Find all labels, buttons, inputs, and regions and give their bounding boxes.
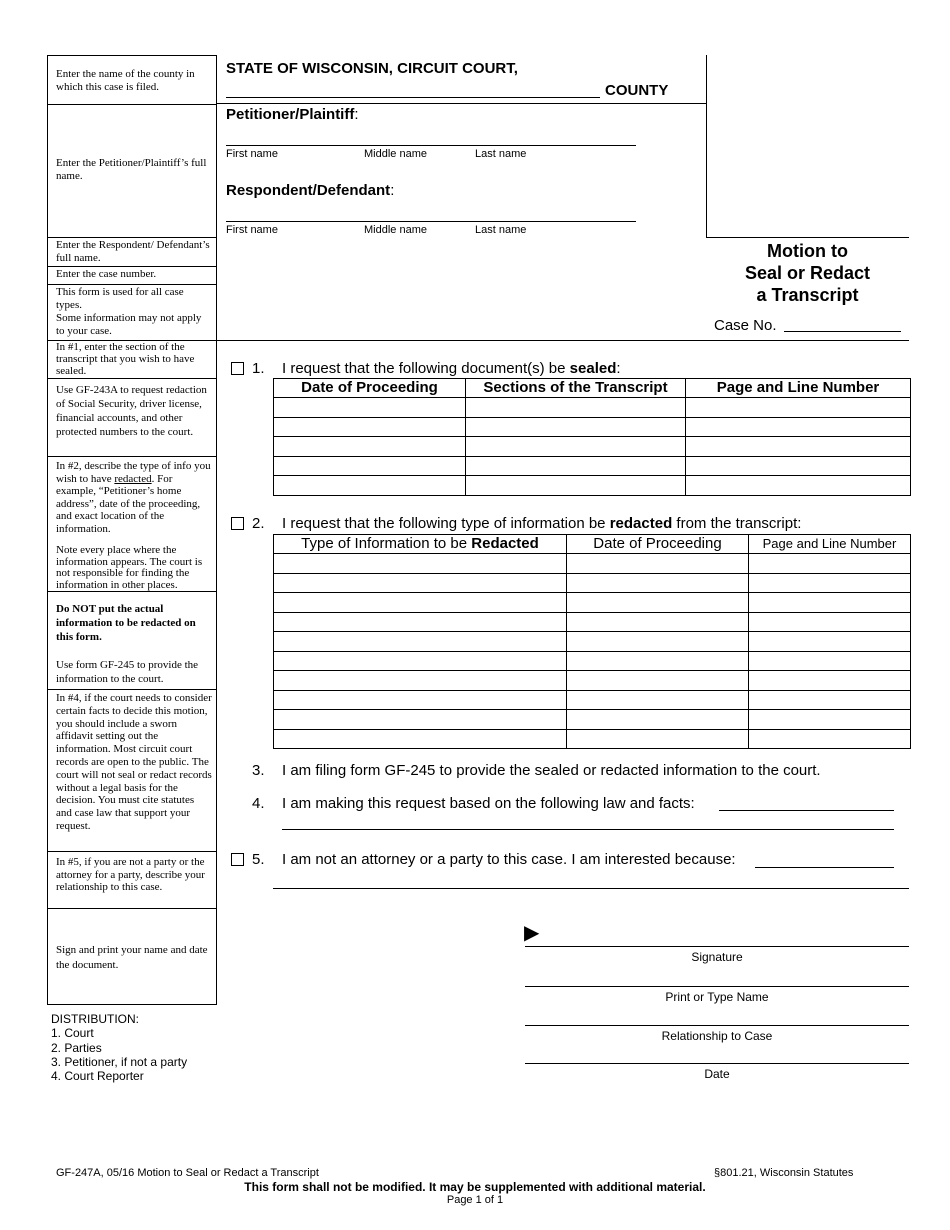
table-row bbox=[274, 476, 911, 496]
county-name-line[interactable] bbox=[226, 97, 600, 98]
item3-number: 3. bbox=[252, 762, 265, 779]
respondent-first-name-label: First name bbox=[226, 224, 278, 236]
table-row bbox=[274, 417, 911, 437]
table-cell[interactable] bbox=[567, 690, 749, 710]
signature-line[interactable] bbox=[525, 946, 909, 947]
item1-number: 1. bbox=[252, 360, 265, 377]
form-title: Motion to Seal or Redact a Transcript bbox=[744, 241, 871, 305]
item1-instruction: In #1, enter the section of the transcript that you wish to have sealed. bbox=[48, 341, 216, 379]
form-id: GF-247A, 05/16 Motion to Seal or Redact a Transcript bbox=[56, 1167, 319, 1179]
item3-text: I am filing form GF-245 to provide the sealed or redacted information to the court. bbox=[282, 762, 821, 779]
all-case-types-note: This form is used for all case types. Some information may not apply to your case. bbox=[48, 285, 216, 341]
petitioner-first-name-label: First name bbox=[226, 148, 278, 160]
petitioner-label: Petitioner/Plaintiff: bbox=[226, 106, 359, 123]
item2-text: I request that the following type of information be redacted from the transcript: bbox=[282, 515, 802, 532]
table-cell[interactable] bbox=[567, 710, 749, 730]
item4-number: 4. bbox=[252, 795, 265, 812]
table-row bbox=[274, 671, 911, 691]
table-cell[interactable] bbox=[686, 398, 911, 418]
table-row bbox=[274, 398, 911, 418]
redacted-information-table bbox=[273, 534, 911, 749]
item5-number: 5. bbox=[252, 851, 265, 868]
table-row bbox=[274, 729, 911, 749]
table-cell[interactable] bbox=[274, 437, 466, 457]
table-row bbox=[274, 437, 911, 457]
modification-notice: This form shall not be modified. It may be supplemented with additional material. bbox=[244, 1180, 706, 1194]
table-cell[interactable] bbox=[274, 729, 567, 749]
column-header: Sections of the Transcript bbox=[466, 379, 686, 398]
table-cell[interactable] bbox=[274, 710, 567, 730]
case-no-label: Case No. bbox=[714, 317, 777, 334]
distribution-list bbox=[51, 1012, 187, 1083]
county-instruction: Enter the name of the county in which this case is filed. bbox=[48, 56, 216, 105]
table-row bbox=[274, 554, 911, 574]
table-header-row bbox=[274, 535, 911, 554]
item4-answer-line-2[interactable] bbox=[282, 829, 894, 830]
table-cell[interactable] bbox=[567, 612, 749, 632]
table-cell[interactable] bbox=[466, 476, 686, 496]
print-name-line[interactable] bbox=[525, 986, 909, 987]
item4-text: I am making this request based on the following law and facts: bbox=[282, 795, 695, 812]
sign-instruction: Sign and print your name and date the document. bbox=[56, 944, 208, 971]
gf243a-instruction: Use GF-243A to request redaction of Social Security, driver license, financial accounts, and other protected numbers to the court. bbox=[48, 379, 216, 457]
item5-instruction: In #5, if you are not a party or the attorney for a party, describe your relationship to this case. bbox=[48, 852, 216, 909]
item2-number: 2. bbox=[252, 515, 265, 532]
table-cell[interactable] bbox=[274, 573, 567, 593]
signature-caption: Signature bbox=[691, 950, 743, 964]
column-header: Type of Information to be Redacted bbox=[274, 535, 567, 554]
table-cell[interactable] bbox=[274, 476, 466, 496]
table-cell[interactable] bbox=[749, 632, 911, 652]
respondent-name-line[interactable] bbox=[226, 221, 636, 222]
table-cell[interactable] bbox=[274, 671, 567, 691]
table-cell[interactable] bbox=[749, 651, 911, 671]
table-header-row bbox=[274, 379, 911, 398]
table-cell[interactable] bbox=[567, 632, 749, 652]
do-not-note: Do NOT put the actual information to be redacted on this form. Use form GF-245 to provide the information to the court. bbox=[48, 592, 216, 690]
clerk-box-bottom bbox=[706, 237, 909, 238]
table-cell[interactable] bbox=[567, 729, 749, 749]
statute-reference: §801.21, Wisconsin Statutes bbox=[714, 1167, 854, 1179]
table-cell[interactable] bbox=[274, 554, 567, 574]
table-cell[interactable] bbox=[686, 456, 911, 476]
item1-text: I request that the following document(s) be sealed: bbox=[282, 360, 621, 377]
instructions-sidebar bbox=[47, 55, 217, 1005]
distribution-item: 1. Court bbox=[51, 1026, 94, 1041]
table-cell[interactable] bbox=[749, 573, 911, 593]
column-header: Date of Proceeding bbox=[274, 379, 466, 398]
table-row bbox=[274, 632, 911, 652]
table-cell[interactable] bbox=[567, 554, 749, 574]
table-row bbox=[274, 612, 911, 632]
table-row bbox=[274, 690, 911, 710]
table-cell[interactable] bbox=[274, 612, 567, 632]
petitioner-last-name-label: Last name bbox=[475, 148, 527, 160]
item2-instruction: In #2, describe the type of info you wish to have redacted. For example, “Petitioner’s home address”, date of the proceeding, and exact location of the information. Note every place where the information appears. The court is not responsible for finding the information in other places. bbox=[48, 457, 216, 592]
distribution-item: 2. Parties bbox=[51, 1040, 102, 1055]
page-number: Page 1 of 1 bbox=[446, 1194, 504, 1206]
table-row bbox=[274, 456, 911, 476]
table-cell[interactable] bbox=[274, 456, 466, 476]
case-number-instruction: Enter the case number. bbox=[48, 267, 216, 285]
table-cell[interactable] bbox=[466, 398, 686, 418]
table-cell[interactable] bbox=[686, 476, 911, 496]
column-header: Page and Line Number bbox=[686, 379, 911, 398]
respondent-last-name-label: Last name bbox=[475, 224, 527, 236]
item5-checkbox[interactable] bbox=[231, 853, 244, 866]
table-cell[interactable] bbox=[749, 612, 911, 632]
county-label: COUNTY bbox=[605, 82, 669, 99]
table-cell[interactable] bbox=[749, 671, 911, 691]
table-cell[interactable] bbox=[274, 690, 567, 710]
relationship-line[interactable] bbox=[525, 1025, 909, 1026]
table-cell[interactable] bbox=[749, 593, 911, 613]
table-cell[interactable] bbox=[567, 651, 749, 671]
respondent-label: Respondent/Defendant: bbox=[226, 182, 395, 199]
distribution-item: 3. Petitioner, if not a party bbox=[51, 1054, 188, 1069]
petitioner-instruction: Enter the Petitioner/Plaintiff’s full name. bbox=[48, 105, 216, 238]
table-row bbox=[274, 651, 911, 671]
petitioner-name-line[interactable] bbox=[226, 145, 636, 146]
table-row bbox=[274, 710, 911, 730]
item5-text: I am not an attorney or a party to this case. I am interested because: bbox=[282, 851, 736, 868]
table-cell[interactable] bbox=[686, 417, 911, 437]
table-cell[interactable] bbox=[274, 417, 466, 437]
item2-checkbox[interactable] bbox=[231, 517, 244, 530]
court-heading: STATE OF WISCONSIN, CIRCUIT COURT, bbox=[226, 60, 518, 77]
table-cell[interactable] bbox=[466, 417, 686, 437]
clerk-box-border bbox=[706, 55, 707, 238]
item4-instruction: In #4, if the court needs to consider certain facts to decide this motion, you should include a sworn affidavit setting out the information. Most circuit court records are open to the public. The court will not seal or redact records without a legal basis for the decision. You must cite statutes and case law that support your request. bbox=[48, 690, 216, 852]
table-row bbox=[274, 593, 911, 613]
table-row bbox=[274, 573, 911, 593]
column-header: Page and Line Number bbox=[749, 535, 911, 554]
column-header: Date of Proceeding bbox=[567, 535, 749, 554]
table-cell[interactable] bbox=[686, 437, 911, 457]
case-no-line[interactable] bbox=[784, 331, 901, 332]
respondent-instruction: Enter the Respondent/ Defendant’s full name. bbox=[48, 238, 216, 267]
table-cell[interactable] bbox=[274, 593, 567, 613]
relationship-caption: Relationship to Case bbox=[661, 1029, 773, 1043]
print-name-caption: Print or Type Name bbox=[665, 990, 769, 1004]
header-bottom-rule bbox=[217, 340, 909, 341]
table-cell[interactable] bbox=[749, 690, 911, 710]
distribution-item: 4. Court Reporter bbox=[51, 1069, 144, 1084]
table-cell[interactable] bbox=[274, 632, 567, 652]
table-cell[interactable] bbox=[749, 729, 911, 749]
petitioner-middle-name-label: Middle name bbox=[364, 148, 427, 160]
date-caption: Date bbox=[704, 1067, 730, 1081]
item1-checkbox[interactable] bbox=[231, 362, 244, 375]
table-cell[interactable] bbox=[567, 671, 749, 691]
signature-arrow-icon: ▶ bbox=[524, 922, 540, 944]
table-cell[interactable] bbox=[466, 437, 686, 457]
table-cell[interactable] bbox=[749, 710, 911, 730]
date-line[interactable] bbox=[525, 1063, 909, 1064]
sealed-documents-table bbox=[273, 378, 911, 496]
table-cell[interactable] bbox=[274, 651, 567, 671]
table-cell[interactable] bbox=[567, 593, 749, 613]
respondent-middle-name-label: Middle name bbox=[364, 224, 427, 236]
header-divider bbox=[217, 103, 706, 104]
distribution-title: DISTRIBUTION: bbox=[51, 1012, 140, 1026]
table-cell[interactable] bbox=[274, 398, 466, 418]
table-cell[interactable] bbox=[749, 554, 911, 574]
item5-answer-line-2[interactable] bbox=[273, 888, 909, 889]
table-cell[interactable] bbox=[466, 456, 686, 476]
item5-answer-line[interactable] bbox=[755, 867, 894, 868]
table-cell[interactable] bbox=[567, 573, 749, 593]
item4-answer-line[interactable] bbox=[719, 810, 894, 811]
